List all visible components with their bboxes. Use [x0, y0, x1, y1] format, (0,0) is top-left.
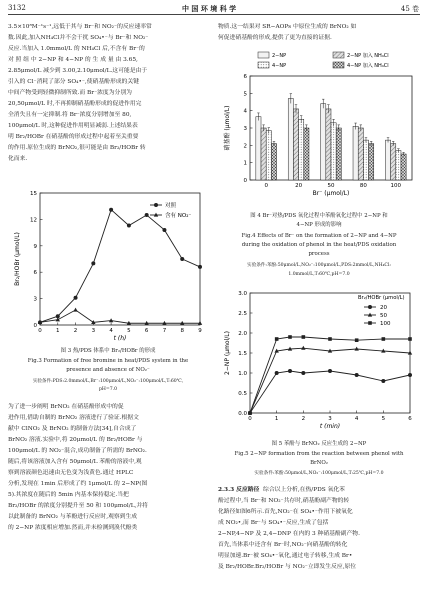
data-point [162, 228, 166, 232]
text-line: 20,50μmol/L 时,不再抑制硝基酚形成的促进作用完 [8, 101, 142, 107]
legend-swatch [258, 52, 269, 58]
y-tick-label: 0 [33, 323, 37, 329]
y-tick-label: 3 [33, 296, 37, 303]
x-tick-label: 4 [354, 416, 359, 422]
text-line: 100μmol/L 时,这种促进作用明显减弱.上述结果表 [8, 123, 138, 129]
data-point [145, 213, 149, 217]
x-tick-label: 8 [180, 328, 184, 334]
x-tick-label: 80 [359, 183, 367, 189]
data-point [355, 338, 359, 342]
text-line: 对 照 组 中 2−NP 和 4−NP 的 生 成 量 由 3.65, [8, 57, 138, 63]
text-line: 数.因此,加入NH₄Cl并不会干扰 SO₄•⁻与 Br⁻和 NO₂⁻ [8, 35, 149, 41]
series-line [250, 371, 410, 413]
legend-label: 20 [380, 305, 387, 311]
legend-label: 100 [380, 321, 391, 327]
data-point [408, 337, 412, 341]
x-tick-label: 3 [91, 328, 96, 334]
data-point [355, 373, 359, 377]
x-axis-label: t (min) [319, 423, 341, 430]
series-line [40, 310, 200, 323]
data-point [328, 369, 332, 373]
text-line: 3.5×10⁸M⁻¹s⁻¹,远低于其与 Br⁻和 NO₂⁻的反应速率常 [8, 24, 152, 30]
data-point [302, 335, 306, 339]
data-point [354, 347, 358, 351]
data-point [275, 371, 279, 375]
bar [363, 140, 368, 180]
y-tick-label: 3 [243, 126, 247, 132]
data-point [408, 373, 412, 377]
legend-title: Br₂/HOBr (μmol/L) [358, 295, 405, 301]
journal-name: 中 国 环 境 科 学 [182, 4, 237, 13]
y-tick-label: 3.0 [238, 291, 247, 297]
y-tick-label: 6 [243, 74, 247, 80]
page-number: 3132 [8, 4, 26, 12]
bar [266, 131, 271, 180]
figure-5-chart [220, 285, 420, 435]
x-tick-label: 5 [127, 328, 131, 334]
y-tick-label: 2 [243, 143, 247, 150]
text-line: 何促进硝基酚的形成,提供了更为直接的证据. [218, 35, 332, 41]
data-point [381, 379, 385, 383]
left-paragraph-1 [8, 22, 152, 165]
x-tick-label: 0 [248, 416, 252, 422]
x-tick-label: 3 [328, 416, 332, 422]
legend-label: 2−NP [272, 53, 287, 59]
text-line: 引入的 Cl⁻消耗了部分 SO₄•⁻,使硝基酚形成的关键 [8, 79, 139, 85]
section-233 [218, 485, 345, 496]
data-point [301, 346, 305, 350]
x-axis-label: t (h) [113, 335, 127, 342]
data-point [91, 261, 95, 265]
legend-label: 50 [380, 313, 387, 319]
bar [321, 104, 326, 180]
text-line: 全消失且有一定抑制.将 Br⁻浓度分别增加至 80, [8, 112, 132, 118]
bar [391, 144, 396, 180]
data-point [74, 296, 78, 300]
text-line: 化而来. [8, 156, 28, 162]
y-axis-label: 2−NP (μmol/L) [224, 331, 231, 375]
y-tick-label: 9 [33, 243, 37, 250]
bar [396, 151, 401, 180]
y-tick-label: 2.5 [238, 311, 247, 317]
legend-swatch [258, 62, 269, 68]
data-point [275, 337, 279, 341]
data-point [288, 335, 292, 339]
text-line: 的作用.原位生成的 BrNO₂,很可能是由 Br₂/HOBr 转 [8, 145, 146, 151]
x-tick-label: 7 [162, 328, 167, 334]
left-paragraph-2 [8, 402, 148, 534]
text-line: 及 Br₂/HOBr.Br₂/HOBr 与 NO₂⁻立即发生反应,原位 [218, 564, 357, 570]
series-line [40, 210, 200, 323]
text-line: 以此制备的 BrNO₂ 与苯酚进行反应时,观察到生成 [8, 514, 138, 520]
bar [293, 109, 298, 180]
legend-label: 4−NP [272, 63, 287, 69]
text-line: 酚过程中,当 Br⁻和 NO₂⁻共存时,硝基酚副产物的转 [218, 498, 350, 504]
text-line: 成 NO₂•,而 Br⁻与 SO₄•⁻反应,生成了包括 [218, 520, 329, 526]
bar [304, 128, 309, 180]
data-point [301, 371, 305, 375]
legend-label: 4−NP 加入 NH₄Cl [347, 63, 389, 69]
y-tick-label: 4 [243, 108, 247, 115]
text-line: 进作用,借助自制的 BrNO₂ 溶液进行了验证.根据文 [8, 415, 139, 421]
fig5-caption-cn: 图 5 苯酚与 BrNO₂ 反应生成的 2−NP [271, 441, 367, 447]
text-line: 首先,当体系中还含有 Br⁻时,NO₂⁻向硝基酚的转化 [218, 542, 348, 548]
y-tick-label: 2.0 [238, 331, 247, 337]
fig4-conditions-2: 1.0mmol/L,T:60℃,pH=7.0 [288, 272, 350, 277]
y-axis-label: 硝基酚 (μmol/L) [224, 105, 231, 151]
fig4-caption-en-2: during the oxidation of phenol in the heat/PDS oxidation [241, 242, 397, 248]
data-point [73, 308, 77, 312]
text-line: 5).其浓度在随后的 5min 内基本保持稳定.当把 [8, 492, 129, 498]
y-tick-label: 0.0 [238, 411, 247, 417]
fig3-conditions-2: pH=7.0 [98, 387, 118, 392]
x-tick-label: 9 [198, 328, 202, 334]
text-line: 为了进一步阐明 BrNO₂ 在硝基酚形成中的促 [8, 404, 124, 410]
bar [326, 109, 331, 180]
x-tick-label: 5 [381, 416, 386, 422]
fig3-conditions-1: 实验条件:PDS:2.0mmol/L,Br⁻:100μmol/L,NO₂⁻:100μmol/L,T:60℃, [32, 379, 184, 384]
text-line: 献中 ClNO₂ 及 BrNO₂ 的制备方法[34],自合成了 [8, 426, 137, 432]
figure-3-chart [10, 185, 210, 343]
text-line: Br₂/HOBr 的浓度分别提升至 50 和 100μmol/L,并将 [8, 503, 148, 509]
bar [261, 128, 266, 180]
x-tick-label: 20 [295, 183, 303, 189]
data-point [109, 208, 113, 212]
legend-marker [154, 203, 158, 207]
legend-label: 对照 [165, 203, 177, 209]
legend-swatch [333, 62, 344, 68]
text-line: 2.85μmol/L 减少到 3.00,2.10μmol/L.这可能是由于 [8, 68, 148, 74]
text-line: 察到溶液颜色迅速由无色变为浅黄色.通过 HPLC [8, 470, 134, 476]
fig5-caption-en-1: Fig.5 2−NP formation from the reaction between phenol with [234, 451, 404, 457]
text-line: 明 Br₂/HOBr 在硝基酚的形成过程中起着至关重要 [8, 134, 139, 140]
volume: 45 卷 [400, 5, 419, 13]
data-point [328, 337, 332, 341]
x-tick-label: 6 [408, 416, 412, 422]
x-tick-label: 100 [390, 183, 402, 189]
bar [331, 123, 336, 180]
y-tick-label: 1.0 [238, 371, 247, 377]
fig3-caption-cn: 图 3 热/PDS 体系中 Br₂/HOBr 的形成 [60, 348, 156, 354]
bar [256, 117, 261, 180]
bar [369, 144, 374, 180]
legend-swatch [333, 52, 344, 58]
bar [358, 128, 363, 180]
data-point [288, 369, 292, 373]
y-tick-label: 1.5 [238, 351, 247, 357]
fig5-conditions: 实验条件:苯酚:50μmol/L,NO₂⁻:100μmol/L,T:25℃,pH=7.0 [254, 471, 384, 476]
x-axis-label: Br⁻ (μmol/L) [312, 190, 350, 197]
fig4-caption-cn-1: 图 4 Br⁻对热/PDS 氧化过程中苯酚氧化过程中 2−NP 和 [250, 213, 388, 219]
bar [271, 144, 276, 180]
y-tick-label: 6 [33, 270, 37, 277]
y-tick-label: 12 [30, 217, 37, 224]
y-tick-label: 0.5 [238, 391, 247, 397]
fig4-conditions-1: 实验条件:苯酚:50μmol/L,NO₂⁻:100μmol/L,PDS:2mmol/L,NH₄Cl: [247, 263, 391, 268]
header-rule [8, 14, 420, 15]
figure-4-chart [220, 46, 420, 198]
legend-marker [368, 305, 372, 309]
fig4-caption-cn-2: 4−NP 形成的影响 [296, 222, 342, 228]
x-tick-label: 1 [274, 416, 279, 422]
x-tick-label: 2 [301, 416, 306, 422]
text-line: 中间产物受到轻微抑制所致.而 Br⁻浓度为分别为 [8, 90, 132, 96]
section-paragraph [218, 496, 360, 573]
section-heading: 2.3.3 反应路径 [218, 487, 260, 493]
fig3-caption-en-2: presence and absence of NO₂⁻ [66, 367, 150, 373]
y-tick-label: 1 [243, 160, 247, 167]
y-tick-label: 5 [243, 91, 247, 98]
bar [336, 128, 341, 180]
x-tick-label: 0 [264, 183, 268, 189]
text-line: 物质.这一结果对 SR−AOPs 中原位生成的 BrNO₂ 如 [218, 24, 357, 30]
x-tick-label: 2 [73, 328, 78, 334]
text-line: 随后,将该溶液加入含有 50μmol/L 苯酚的溶液中,观 [8, 459, 142, 465]
fig4-caption-en-3: process [308, 251, 330, 257]
y-axis-label: Br₂/HOBr (μmol/L) [14, 232, 21, 286]
text-line: 的 2−NP 浓度相应增加.然而,并未检测到溴代酚类 [8, 525, 138, 531]
series-line [250, 337, 410, 413]
fig3-caption-en-1: Fig.3 Formation of free bromine in heat/PDS system in the [27, 358, 189, 364]
text-line: 反应.当加入 1.0mmol/L 的 NH₄Cl 后,不含有 Br⁻的 [8, 46, 145, 52]
legend-label: 含有 NO₂⁻ [165, 213, 192, 219]
data-point [198, 265, 202, 269]
fig5-caption-en-2: BrNO₂ [310, 460, 328, 466]
x-tick-label: 0 [38, 328, 42, 334]
bar [299, 119, 304, 180]
legend-marker [368, 321, 372, 325]
x-tick-label: 6 [144, 328, 149, 334]
text-line: BrNO₂ 溶液.实验中,将 20μmol/L 的 Br₂/HOBr 与 [8, 437, 143, 443]
text-line: 化路径如图6所示.首先,NO₂⁻在 SO₄•⁻作用下被氧化 [218, 509, 353, 515]
right-paragraph-top [218, 22, 356, 44]
bar [401, 154, 406, 180]
x-tick-label: 50 [327, 183, 335, 189]
data-point [382, 337, 386, 341]
y-tick-label: 15 [30, 191, 37, 197]
bar [353, 126, 358, 180]
bar [385, 140, 390, 180]
y-tick-label: 0 [243, 178, 247, 184]
x-tick-label: 1 [56, 328, 60, 334]
data-point [127, 224, 131, 228]
section-first-line: 综合以上分析,在热/PDS 氧化苯 [263, 487, 345, 493]
legend-label: 2−NP 加入 NH₄Cl [347, 53, 389, 59]
data-point [248, 411, 252, 415]
text-line: 明显加速.Br⁻被 SO₄•⁻氧化,通过电子转移,生成 Br• [218, 553, 353, 559]
plot-frame [250, 293, 410, 413]
text-line: 分析,发现在 1min 后形成了约 1μmol/L 的 2−NP(图 [8, 481, 148, 487]
data-point [180, 257, 184, 261]
bar [288, 99, 293, 180]
data-point [109, 318, 113, 322]
text-line: 100μmol/L 的 NO₂⁻混合,成功制备了所需的 BrNO₂. [8, 448, 147, 454]
x-tick-label: 4 [109, 328, 113, 334]
text-line: 2−NP,4−NP 及 2,4−DNP 在内的 3 种硝基酚副产物. [218, 531, 360, 537]
fig4-caption-en-1: Fig.4 Effects of Br⁻ on the formation of 2−NP and 4−NP [241, 233, 397, 239]
